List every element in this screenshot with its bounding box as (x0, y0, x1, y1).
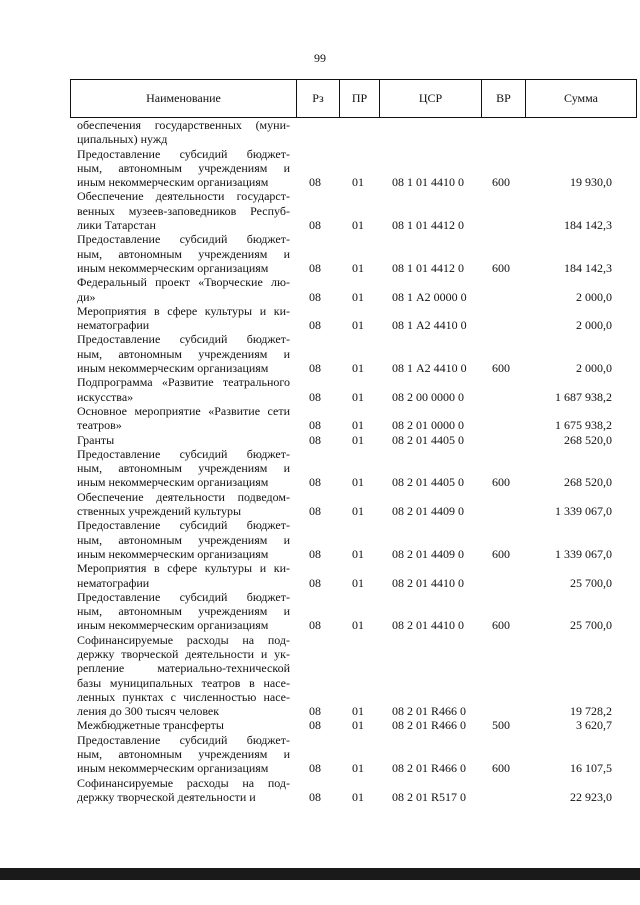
cell-sum: 19 728,2 (570, 704, 612, 719)
row-name-line: Предоставление субсидий бюджет- (77, 232, 290, 247)
row-name (77, 447, 290, 490)
row-name-line: Предоставление субсидий бюджет- (77, 518, 290, 533)
row-name (77, 518, 290, 561)
row-name-line: венных музеев-заповедников Респуб- (77, 203, 290, 218)
table-row (0, 776, 640, 805)
row-name-line: нематографии (77, 575, 150, 590)
cell-rz: 08 (309, 389, 321, 404)
header-csr: ЦСР (379, 80, 481, 117)
row-name (77, 304, 290, 333)
cell-vr: 500 (492, 718, 510, 733)
cell-rz: 08 (309, 546, 321, 561)
table-row (0, 147, 640, 190)
row-name-line: ленных пунктах с численностью насе- (77, 689, 290, 704)
row-name-line: ным, автономным учреждениям и (77, 747, 290, 762)
row-name (77, 776, 290, 805)
row-name-line: Мероприятия в сфере культуры и ки- (77, 561, 290, 576)
cell-vr: 600 (492, 475, 510, 490)
cell-rz: 08 (309, 361, 321, 376)
row-name (77, 433, 290, 447)
row-name (77, 189, 290, 232)
row-name-line: иным некоммерческим организациям (77, 175, 269, 190)
table-row (0, 590, 640, 633)
row-name (77, 733, 290, 776)
cell-rz: 08 (309, 260, 321, 275)
row-name-line: иным некоммерческим организациям (77, 618, 269, 633)
row-name-line: Гранты (77, 432, 115, 447)
row-name-line: Обеспечение деятельности государст- (77, 189, 290, 204)
cell-pr: 01 (352, 575, 364, 590)
cell-csr: 08 2 01 4409 0 (392, 546, 464, 561)
cell-pr: 01 (352, 761, 364, 776)
row-name-line: обеспечения государственных (муни- (77, 118, 290, 132)
cell-sum: 22 923,0 (570, 789, 612, 804)
row-name-line: ным, автономным учреждениям и (77, 461, 290, 476)
row-name (77, 275, 290, 304)
cell-sum: 2 000,0 (576, 318, 612, 333)
cell-csr: 08 1 01 4412 0 (392, 260, 464, 275)
cell-pr: 01 (352, 475, 364, 490)
cell-csr: 08 1 А2 4410 0 (392, 318, 467, 333)
cell-sum: 184 142,3 (564, 260, 612, 275)
header-name: Наименование (146, 91, 221, 105)
row-name-line: держку творческой деятельности и (77, 789, 256, 804)
cell-rz: 08 (309, 704, 321, 719)
row-name-line: Мероприятия в сфере культуры и ки- (77, 303, 290, 318)
table-row (0, 189, 640, 232)
cell-csr: 08 2 01 4405 0 (392, 475, 464, 490)
cell-pr: 01 (352, 418, 364, 433)
row-name-line: Предоставление субсидий бюджет- (77, 732, 290, 747)
table-body (0, 118, 640, 804)
cell-csr: 08 1 01 4412 0 (392, 218, 464, 233)
row-name-line: ления до 300 тысяч человек (77, 704, 220, 719)
cell-pr: 01 (352, 361, 364, 376)
cell-vr: 600 (492, 618, 510, 633)
row-name-line: ципальных) нужд (77, 132, 168, 147)
row-name-line: Софинансируемые расходы на под- (77, 775, 290, 790)
row-name (77, 490, 290, 519)
table-row (0, 447, 640, 490)
row-name-line: ным, автономным учреждениям и (77, 604, 290, 619)
cell-vr: 600 (492, 361, 510, 376)
cell-sum: 2 000,0 (576, 289, 612, 304)
row-name (77, 375, 290, 404)
header-vr: ВР (481, 80, 525, 117)
cell-csr: 08 1 А2 0000 0 (392, 289, 467, 304)
cell-rz: 08 (309, 761, 321, 776)
row-name-line: лики Татарстан (77, 218, 156, 233)
header-pr: ПР (339, 80, 379, 117)
row-name-line: искусства» (77, 389, 134, 404)
row-name-line: Предоставление субсидий бюджет- (77, 446, 290, 461)
cell-rz: 08 (309, 789, 321, 804)
cell-vr: 600 (492, 260, 510, 275)
row-name-line: Предоставление субсидий бюджет- (77, 332, 290, 347)
header-rz: Рз (296, 80, 339, 117)
row-name-line: Обеспечение деятельности подведом- (77, 489, 290, 504)
table-row (0, 518, 640, 561)
cell-csr: 08 1 А2 4410 0 (392, 361, 467, 376)
cell-rz: 08 (309, 218, 321, 233)
table-row (0, 275, 640, 304)
cell-sum: 184 142,3 (564, 218, 612, 233)
cell-rz: 08 (309, 432, 321, 447)
table-row (0, 633, 640, 719)
row-name-line: репление материально-технической (77, 661, 290, 676)
row-name-line: иным некоммерческим организациям (77, 475, 269, 490)
cell-vr: 600 (492, 761, 510, 776)
cell-pr: 01 (352, 504, 364, 519)
cell-sum: 2 000,0 (576, 361, 612, 376)
cell-pr: 01 (352, 175, 364, 190)
cell-csr: 08 2 01 R466 0 (392, 718, 467, 733)
cell-rz: 08 (309, 575, 321, 590)
row-name-line: ным, автономным учреждениям и (77, 346, 290, 361)
cell-csr: 08 2 00 0000 0 (392, 389, 464, 404)
row-name (77, 404, 290, 433)
row-name (77, 718, 290, 732)
cell-pr: 01 (352, 218, 364, 233)
cell-rz: 08 (309, 504, 321, 519)
table-row (0, 375, 640, 404)
table-row (0, 490, 640, 519)
row-name-line: ным, автономным учреждениям и (77, 246, 290, 261)
table-row (0, 332, 640, 375)
row-name-line: иным некоммерческим организациям (77, 761, 269, 776)
cell-csr: 08 2 01 4409 0 (392, 504, 464, 519)
cell-sum: 3 620,7 (576, 718, 612, 733)
row-name (77, 232, 290, 275)
table-row (0, 118, 640, 147)
cell-pr: 01 (352, 289, 364, 304)
cell-sum: 268 520,0 (564, 432, 612, 447)
row-name (77, 561, 290, 590)
cell-sum: 16 107,5 (570, 761, 612, 776)
cell-csr: 08 2 01 4410 0 (392, 575, 464, 590)
page-number: 99 (314, 51, 326, 65)
row-name-line: театров» (77, 418, 122, 433)
row-name-line: ди» (77, 289, 96, 304)
cell-rz: 08 (309, 318, 321, 333)
row-name-line: Межбюджетные трансферты (77, 718, 224, 733)
row-name-line: Основное мероприятие «Развитие сети (77, 403, 290, 418)
row-name-line: иным некоммерческим организациям (77, 361, 269, 376)
row-name-line: Предоставление субсидий бюджет- (77, 589, 290, 604)
cell-sum: 1 339 067,0 (555, 546, 612, 561)
cell-rz: 08 (309, 618, 321, 633)
row-name-line: иным некоммерческим организациям (77, 546, 269, 561)
table-row (0, 561, 640, 590)
cell-rz: 08 (309, 289, 321, 304)
cell-pr: 01 (352, 318, 364, 333)
cell-pr: 01 (352, 789, 364, 804)
cell-sum: 25 700,0 (570, 618, 612, 633)
cell-csr: 08 2 01 R466 0 (392, 704, 467, 719)
cell-pr: 01 (352, 704, 364, 719)
cell-rz: 08 (309, 175, 321, 190)
row-name (77, 332, 290, 375)
cell-pr: 01 (352, 260, 364, 275)
row-name (77, 118, 290, 147)
table-row (0, 404, 640, 433)
cell-vr: 600 (492, 546, 510, 561)
row-name-line: Софинансируемые расходы на под- (77, 632, 290, 647)
row-name-line: держку творческой деятельности и ук- (77, 646, 290, 661)
row-name-line: ственных учреждений культуры (77, 504, 242, 519)
row-name-line: ным, автономным учреждениям и (77, 532, 290, 547)
cell-vr: 600 (492, 175, 510, 190)
cell-rz: 08 (309, 418, 321, 433)
row-name-line: Подпрограмма «Развитие театрального (77, 375, 290, 390)
table-row (0, 232, 640, 275)
cell-csr: 08 2 01 R466 0 (392, 761, 467, 776)
cell-sum: 1 675 938,2 (555, 418, 612, 433)
cell-rz: 08 (309, 475, 321, 490)
row-name-line: иным некоммерческим организациям (77, 260, 269, 275)
row-name-line: Предоставление субсидий бюджет- (77, 146, 290, 161)
row-name (77, 633, 290, 719)
cell-pr: 01 (352, 718, 364, 733)
row-name (77, 147, 290, 190)
cell-csr: 08 2 01 4410 0 (392, 618, 464, 633)
cell-pr: 01 (352, 546, 364, 561)
table-row (0, 718, 640, 732)
cell-csr: 08 2 01 R517 0 (392, 789, 467, 804)
scan-edge (0, 868, 640, 880)
cell-sum: 1 687 938,2 (555, 389, 612, 404)
cell-sum: 1 339 067,0 (555, 504, 612, 519)
table-row (0, 304, 640, 333)
table-row (0, 433, 640, 447)
cell-pr: 01 (352, 389, 364, 404)
cell-sum: 25 700,0 (570, 575, 612, 590)
cell-pr: 01 (352, 618, 364, 633)
cell-pr: 01 (352, 432, 364, 447)
cell-sum: 268 520,0 (564, 475, 612, 490)
row-name (77, 590, 290, 633)
cell-csr: 08 2 01 4405 0 (392, 432, 464, 447)
cell-csr: 08 2 01 0000 0 (392, 418, 464, 433)
table-header (70, 79, 637, 118)
cell-csr: 08 1 01 4410 0 (392, 175, 464, 190)
header-sum: Сумма (525, 80, 636, 117)
cell-rz: 08 (309, 718, 321, 733)
row-name-line: базы муниципальных театров в насе- (77, 675, 290, 690)
cell-sum: 19 930,0 (570, 175, 612, 190)
row-name-line: Федеральный проект «Творческие лю- (77, 275, 290, 290)
row-name-line: нематографии (77, 318, 150, 333)
table-row (0, 733, 640, 776)
row-name-line: ным, автономным учреждениям и (77, 160, 290, 175)
